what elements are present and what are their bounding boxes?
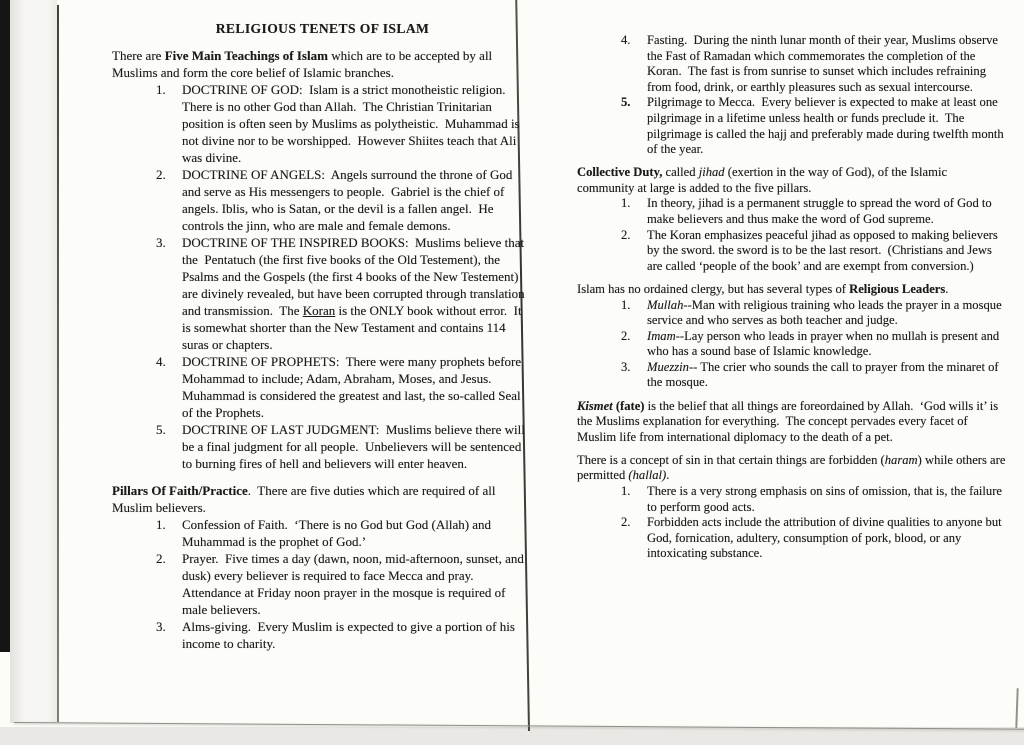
list-item (577, 196, 1007, 227)
text-run: is the ONLY book without error. It is somewhat shorter than the New Testament and contains 114 suras or chapters. (182, 303, 525, 352)
numbered-list (112, 516, 533, 652)
numbered-list (577, 196, 1007, 274)
list-item (112, 550, 533, 618)
text-run: . (666, 468, 670, 483)
list-item (577, 329, 1007, 360)
text-run: --Lay person who leads in prayer when no mullah is present and who has a sound base of Islamic knowledge. (647, 328, 1003, 359)
text-run: Alms-giving. Every Muslim is expected to give a portion of his income to charity. (182, 619, 519, 651)
numbered-list (577, 33, 1007, 158)
document-title: RELIGIOUS TENETS OF ISLAM (215, 21, 430, 36)
list-item-text (182, 166, 533, 234)
list-item-text (647, 33, 1007, 95)
list-item-text (647, 95, 1007, 157)
list-item-number: 5. (621, 95, 631, 110)
scan-left-black-edge (0, 0, 10, 652)
text-run: Collective Duty, (577, 165, 663, 180)
list-item-text (182, 353, 533, 421)
numbered-list (577, 484, 1007, 562)
list-item (577, 95, 1007, 157)
text-run: . There are five duties which are required of all Muslim believers. (112, 483, 499, 515)
left-page-blocks (112, 47, 533, 652)
list-item-number: 4. (621, 33, 631, 47)
list-item (577, 360, 1007, 391)
list-item-text (182, 550, 533, 618)
text-run: The Koran emphasizes peaceful jihad as opposed to making believers by the sword. the sword is to be the last resort. (Christians and Jews are called ‘people of the book’ and are exempt from conversion.) (647, 227, 1001, 273)
list-item-text (647, 515, 1007, 562)
list-item (577, 515, 1007, 562)
left-page-column (112, 20, 533, 652)
list-item-number: 5. (156, 422, 166, 437)
list-item-number: 2. (621, 227, 631, 242)
text-run: There are (112, 48, 165, 63)
text-run: Fasting. During the ninth lunar month of their year, Muslims observe the Fast of Ramadan which commemorates the completion of the Koran. The fast is from sunrise to sunset which includes refraining from food, drink, or earthly pleasures such as sexual intercourse. (647, 33, 1002, 94)
text-run: Koran (302, 303, 336, 318)
list-item-text (647, 228, 1007, 275)
list-item-text (182, 421, 533, 472)
list-item (112, 166, 533, 234)
paragraph (577, 453, 1007, 484)
text-run: ) while others are permitted (577, 452, 1009, 483)
list-item-number: 1. (621, 196, 631, 211)
text-run: haram (884, 452, 918, 467)
list-item (112, 353, 533, 421)
list-item-text (647, 329, 1007, 360)
text-run: In theory, jihad is a permanent struggle to spread the word of God to make believers and thus make the word of God supreme. (647, 196, 995, 227)
text-run: is the belief that all things are foreordained by Allah. ‘God wills it’ is the Muslims explanation for everything. The concept pervades every facet of Muslim life from international diplomacy to the death of a pet. (577, 398, 1002, 444)
numbered-list (577, 298, 1007, 392)
text-run: Muezzin (647, 359, 689, 374)
list-item (577, 484, 1007, 515)
list-item (112, 81, 533, 166)
text-run: There is a very strong emphasis on sins of omission, that is, the failure to perform good acts. (647, 484, 1006, 514)
list-item-number: 1. (156, 82, 166, 97)
text-run: (fate) (612, 398, 645, 413)
paragraph (577, 165, 1007, 196)
list-item-number: 3. (156, 235, 166, 250)
list-item-number: 2. (621, 515, 631, 530)
list-item (112, 618, 533, 652)
text-run: DOCTRINE OF ANGELS: Angels surround the throne of God and serve as His messengers to people. Gabriel is the chief of angels. Iblis, who is Satan, or the devil is a fallen angel. He controls the jinn, who are male and female demons. (182, 167, 516, 233)
text-run: Kismet (577, 398, 613, 413)
numbered-list (112, 81, 533, 472)
text-run: Religious Leaders (849, 281, 946, 296)
list-item-text (647, 484, 1007, 515)
text-run: Pilgrimage to Mecca. Every believer is expected to make at least one pilgrimage in a lifetime unless health or funds preclude it. The pilgrimage is called the hajj and preferably made during twelfth month of the year. (647, 95, 1007, 157)
list-item-number: 2. (621, 328, 631, 343)
list-item-text (647, 298, 1007, 329)
list-item-number: 2. (156, 167, 166, 182)
list-item-number: 1. (621, 297, 631, 312)
text-run: Pillars Of Faith/Practice (112, 483, 248, 498)
list-item-number: 1. (621, 484, 631, 499)
text-run: Forbidden acts include the attribution of divine qualities to anyone but God, fornication, adultery, consumption of pork, blood, or any intoxicating substance. (647, 515, 1005, 561)
list-item-text (647, 360, 1007, 391)
text-run: . (945, 281, 949, 296)
text-run: There is a concept of sin in that certain things are forbidden ( (577, 452, 885, 467)
text-run: (hallal) (628, 468, 667, 483)
text-run: (exertion in the way of God), of the Islamic community at large is added to the five pillars. (577, 165, 951, 195)
list-item (577, 33, 1007, 95)
list-item-text (182, 618, 533, 652)
list-item (112, 234, 533, 353)
text-run: Islam has no ordained clergy, but has several types of (577, 281, 850, 296)
list-item-text (182, 81, 533, 166)
list-item-text (647, 196, 1007, 227)
text-run: called (662, 165, 699, 180)
paragraph (577, 282, 1007, 298)
list-item-number: 2. (156, 551, 166, 566)
list-item-number: 1. (156, 517, 166, 532)
text-run: DOCTRINE OF THE INSPIRED BOOKS: Muslims believe that the Pentatuch (the first five books of the Old Testement), the Psalms and the Gospels (the first 4 books of the New Testement) are divinely revealed, but have been corrupted through translation and transmission. The (182, 235, 528, 318)
text-run: Imam (647, 328, 676, 343)
paragraph (112, 47, 533, 81)
text-run: Confession of Faith. ‘There is no God but God (Allah) and Muhammad is the prophet of God.’ (182, 517, 495, 549)
scan-left-page-edge (10, 0, 57, 723)
list-item (577, 298, 1007, 329)
list-item-number: 3. (156, 619, 166, 634)
text-run: which are to be accepted by all Muslims and form the core belief of Islamic branches. (112, 48, 496, 80)
text-run: DOCTRINE OF GOD: Islam is a strict monotheistic religion. There is no other God than Allah. The Christian Trinitarian position is often seen by Muslims as polytheistic. Muhammad is not divine nor to be worshipped. However Shiites teach that Ali was divine. (182, 82, 523, 165)
list-item-number: 3. (621, 359, 631, 374)
text-run: DOCTRINE OF LAST JUDGMENT: Muslims believe there will be a final judgment for all people. Unbelievers will be sentenced to burning fires of hell and believers will enter heaven. (182, 422, 529, 471)
paragraph (577, 399, 1007, 446)
list-item (112, 421, 533, 472)
paragraph (112, 482, 533, 516)
text-run: Five Main Teachings of Islam (164, 48, 328, 63)
text-run: jihad (698, 165, 725, 180)
text-run: -- The crier who sounds the call to prayer from the minaret of the mosque. (647, 359, 1002, 390)
right-page-blocks (577, 33, 1007, 562)
list-item-text (182, 234, 533, 353)
list-item-text (182, 516, 533, 550)
text-run: Mullah (647, 297, 684, 312)
list-item (112, 516, 533, 550)
right-page-column (577, 33, 1007, 562)
list-item-number: 4. (156, 354, 166, 369)
text-run: DOCTRINE OF PROPHETS: There were many prophets before Mohammad to include; Adam, Abraham, Moses, and Jesus. Muhammad is considered the greatest and last, the so-called Seal of the Prophets. (182, 354, 525, 420)
list-item (577, 228, 1007, 275)
text-run: --Man with religious training who leads the prayer in a mosque service and who serves as both teacher and judge. (647, 297, 1005, 328)
left-page-edge-line (57, 5, 59, 722)
text-run: Prayer. Five times a day (dawn, noon, mid-afternoon, sunset, and dusk) every believer is required to face Mecca and pray. Attendance at Friday noon prayer in the mosque is required of male believers. (182, 551, 528, 617)
